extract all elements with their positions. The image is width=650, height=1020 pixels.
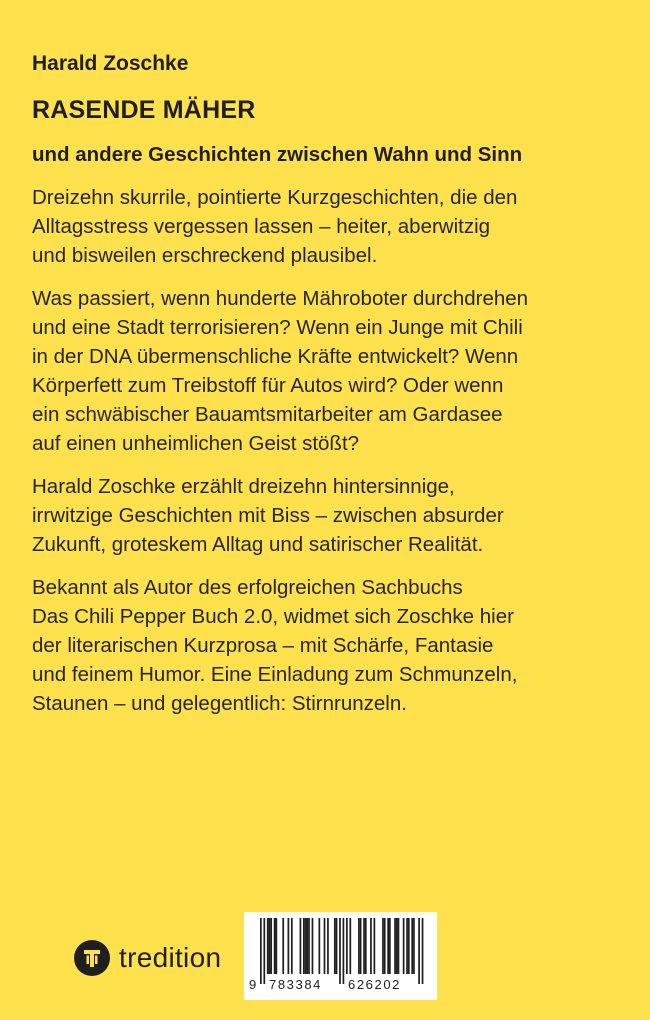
text-line: und bisweilen erschreckend plausibel. [32, 244, 378, 267]
barcode-bar [418, 918, 420, 984]
text-line: Zukunft, groteskem Alltag und satirischer Realität. [32, 533, 484, 556]
barcode-bar [343, 918, 345, 984]
text-line: auf einen unheimlichen Geist stößt? [32, 432, 360, 455]
barcode-bar [394, 918, 396, 974]
barcode-bar [300, 918, 302, 974]
barcode-bar [363, 918, 365, 974]
blurb-paragraph-2 [32, 284, 622, 458]
barcode-bar [327, 918, 329, 974]
text-line: Staunen – und gelegentlich: Stirnrunzeln. [32, 692, 407, 715]
isbn-digit-first: 9 [249, 977, 257, 992]
barcode-bar [267, 918, 269, 974]
barcode-bar [360, 918, 362, 974]
barcode-bar [398, 918, 400, 974]
barcode-bar [384, 918, 386, 974]
text-line: irrwitzige Geschichten mit Biss – zwischen absurder [32, 504, 504, 527]
publisher-name: tredition [119, 942, 222, 973]
text-line: Was passiert, wenn hunderte Mähroboter durchdrehen [32, 287, 529, 310]
barcode-bar [282, 918, 284, 974]
barcode-bar [411, 918, 413, 974]
barcode-bar [312, 918, 314, 974]
text-line: und eine Stadt terrorisieren? Wenn ein Junge mit Chili [32, 316, 523, 339]
barcode-bar [413, 918, 415, 974]
barcode-bar [346, 918, 348, 974]
text-line: Harald Zoschke erzählt dreizehn hintersinnige, [32, 475, 455, 498]
barcode-bar [396, 918, 398, 974]
barcode-bar [389, 918, 391, 974]
text-line: der literarischen Kurzprosa – mit Schärfe, Fantasie [32, 634, 494, 657]
barcode-bar [269, 918, 271, 974]
barcode-bar [387, 918, 389, 974]
text-line: ein schwäbischer Bauamtsmitarbeiter am Gardasee [32, 403, 503, 426]
barcode-bar [324, 918, 326, 974]
barcode-bar [303, 918, 305, 974]
book-subtitle: und andere Geschichten zwischen Wahn und Sinn [32, 143, 523, 166]
barcode-bar [318, 918, 320, 974]
author-name: Harald Zoschke [32, 52, 189, 75]
barcode-bar [403, 918, 405, 974]
isbn-digits-left: 783384 [269, 977, 322, 992]
barcode-bar [382, 918, 384, 974]
barcode-bar [305, 918, 307, 974]
barcode-bar [263, 918, 265, 984]
barcode-bar [288, 918, 290, 974]
text-line: Körperfett zum Treibstoff für Autos wird? Oder wenn [32, 374, 504, 397]
text-line: Alltagsstress vergessen lassen – heiter, aberwitzig [32, 215, 491, 238]
barcode-bar [422, 918, 424, 984]
barcode-bar [291, 918, 293, 974]
isbn-barcode [244, 912, 437, 1000]
barcode-bar [339, 918, 341, 984]
isbn-digits-right: 626202 [348, 977, 401, 992]
barcode-bar [336, 918, 338, 974]
blurb-paragraph-1 [32, 183, 622, 270]
text-line: in der DNA übermenschliche Kräfte entwickelt? Wenn [32, 345, 519, 368]
barcode-bar [374, 918, 376, 974]
tredition-logo-icon [74, 940, 110, 976]
barcode-bar [370, 918, 372, 974]
barcode-bar [349, 918, 351, 974]
book-title: RASENDE MÄHER [32, 96, 256, 124]
barcode-bar [358, 918, 360, 974]
barcode-bar [408, 918, 410, 974]
text-line: Bekannt als Autor des erfolgreichen Sachbuchs [32, 576, 463, 599]
barcode-bar [274, 918, 276, 974]
barcode-bar [334, 918, 336, 974]
barcode-bar [306, 918, 308, 974]
blurb-paragraph-4 [32, 573, 622, 718]
barcode-bar [406, 918, 408, 974]
barcode-bar [275, 918, 277, 974]
text-line: Dreizehn skurrile, pointierte Kurzgeschichten, die den [32, 186, 518, 209]
barcode-bar [308, 918, 310, 974]
text-line: Das Chili Pepper Buch 2.0, widmet sich Zoschke hier [32, 605, 514, 628]
text-line: und feinem Humor. Eine Einladung zum Schmunzeln, [32, 663, 518, 686]
blurb-paragraph-3 [32, 472, 622, 559]
barcode-bar [270, 918, 272, 974]
publisher-logo [74, 940, 221, 976]
barcode-bar [260, 918, 262, 984]
barcode-bar [365, 918, 367, 974]
